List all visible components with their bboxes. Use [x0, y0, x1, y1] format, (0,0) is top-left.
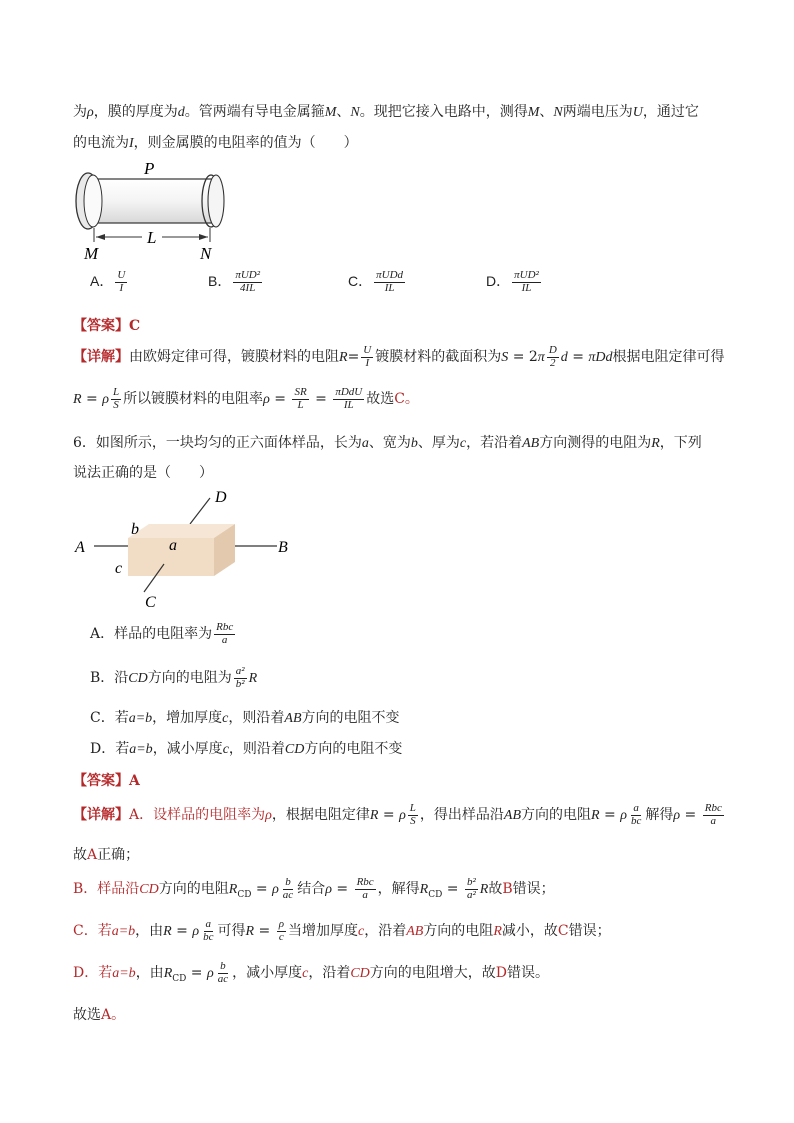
label-c: c: [115, 560, 123, 577]
q5-detail-line1: 【详解】由欧姆定律可得，镀膜材料的电阻R= $\frac{U}{I}$ 镀膜材料的截面积为S = 2π $\frac{D}{2}$ d = πDd根据电阻定律可得: [73, 344, 725, 369]
q5-stem-line1: 为ρ，膜的厚度为d。管两端有导电金属箍M、N。现把它接入电路中，测得M、N两端电压为U，通过它: [73, 104, 699, 120]
q5-option-c[interactable]: C． $\frac{\text{πUDd}}{IL}$: [348, 269, 404, 294]
q5-option-a[interactable]: A． $\frac{U}{I}$: [90, 269, 126, 294]
q6-option-d[interactable]: D．若a=b，减小厚度c，则沿着CD方向的电阻不变: [90, 741, 403, 757]
tube-figure: [70, 158, 230, 263]
q5-detail-line2: R = ρ $\frac{L}{S}$ 所以镀膜材料的电阻率ρ = $\frac{SR}{L}$ = $\frac{\text{πDdU}}{IL}$ 故选C。: [73, 386, 419, 411]
label-L: L: [147, 228, 157, 247]
label-A: A: [75, 539, 85, 556]
q6-option-b[interactable]: B．沿CD方向的电阻为 $\frac{\text{a²}}{\text{b²}}$ R: [90, 665, 258, 690]
q5-stem-line2: 的电流为I，则金属膜的电阻率的值为（ ）: [73, 135, 358, 151]
q6-option-a[interactable]: A．样品的电阻率为 $\frac{\text{Rbc}}{a}$: [90, 621, 234, 646]
q5-answer: 【答案】C: [73, 318, 141, 334]
q6-detail-d: D．若a=b，由$R_{CD} = \rho$ $\frac{b}{ac}$ ，减小厚度c，沿着CD方向的电阻增大，故D错误。: [73, 960, 550, 985]
label-N: N: [200, 244, 212, 263]
q6-stem-line1: 6．如图所示，一块均匀的正六面体样品，长为a、宽为b、厚为c，若沿着AB方向测得的电阻为R，下列: [73, 435, 702, 451]
label-a: a: [169, 537, 177, 554]
tube-body: [92, 179, 216, 223]
q6-detail-a: 【详解】A．设样品的电阻率为ρ，根据电阻定律R = ρ $\frac{L}{S}$ ，得出样品沿AB方向的电阻R = ρ $\frac{a}{bc}$ 解得ρ = $\frac{\text{Rbc}}{a}$: [73, 802, 722, 827]
label-P: P: [144, 159, 155, 178]
label-B: B: [278, 539, 288, 556]
q6-detail-b: B．样品沿CD方向的电阻$R_{CD} = \rho$ $\frac{b}{ac}$ 结合ρ = $\frac{\text{Rbc}}{a}$ ，解得$R_{CD}$ = $\frac{\text{b²}}{\text{a²}}$ R故B错误；: [73, 876, 555, 901]
label-D: D: [215, 489, 227, 506]
q6-option-c[interactable]: C．若a=b，增加厚度c，则沿着AB方向的电阻不变: [90, 710, 400, 726]
q6-answer: 【答案】A: [73, 773, 140, 789]
block-figure: [72, 486, 297, 614]
q6-detail-c: C．若a=b，由R = ρ $\frac{a}{bc}$ 可得R = $\frac{\rho}{c}$ 当增加厚度c，沿着AB方向的电阻R减小，故C错误；: [73, 918, 611, 943]
label-M: M: [84, 244, 99, 263]
q5-option-b[interactable]: B． $\frac{\text{πUD²}}{4IL}$: [208, 269, 261, 294]
label-C: C: [145, 594, 156, 611]
q6-final: 故选A。: [73, 1007, 126, 1023]
q5-option-d[interactable]: D． $\frac{\text{πUD²}}{IL}$: [486, 269, 539, 294]
q6-detail-a-line2: 故A正确；: [73, 847, 140, 863]
q6-stem-line2: 说法正确的是（ ）: [73, 465, 213, 481]
label-b: b: [131, 521, 139, 538]
